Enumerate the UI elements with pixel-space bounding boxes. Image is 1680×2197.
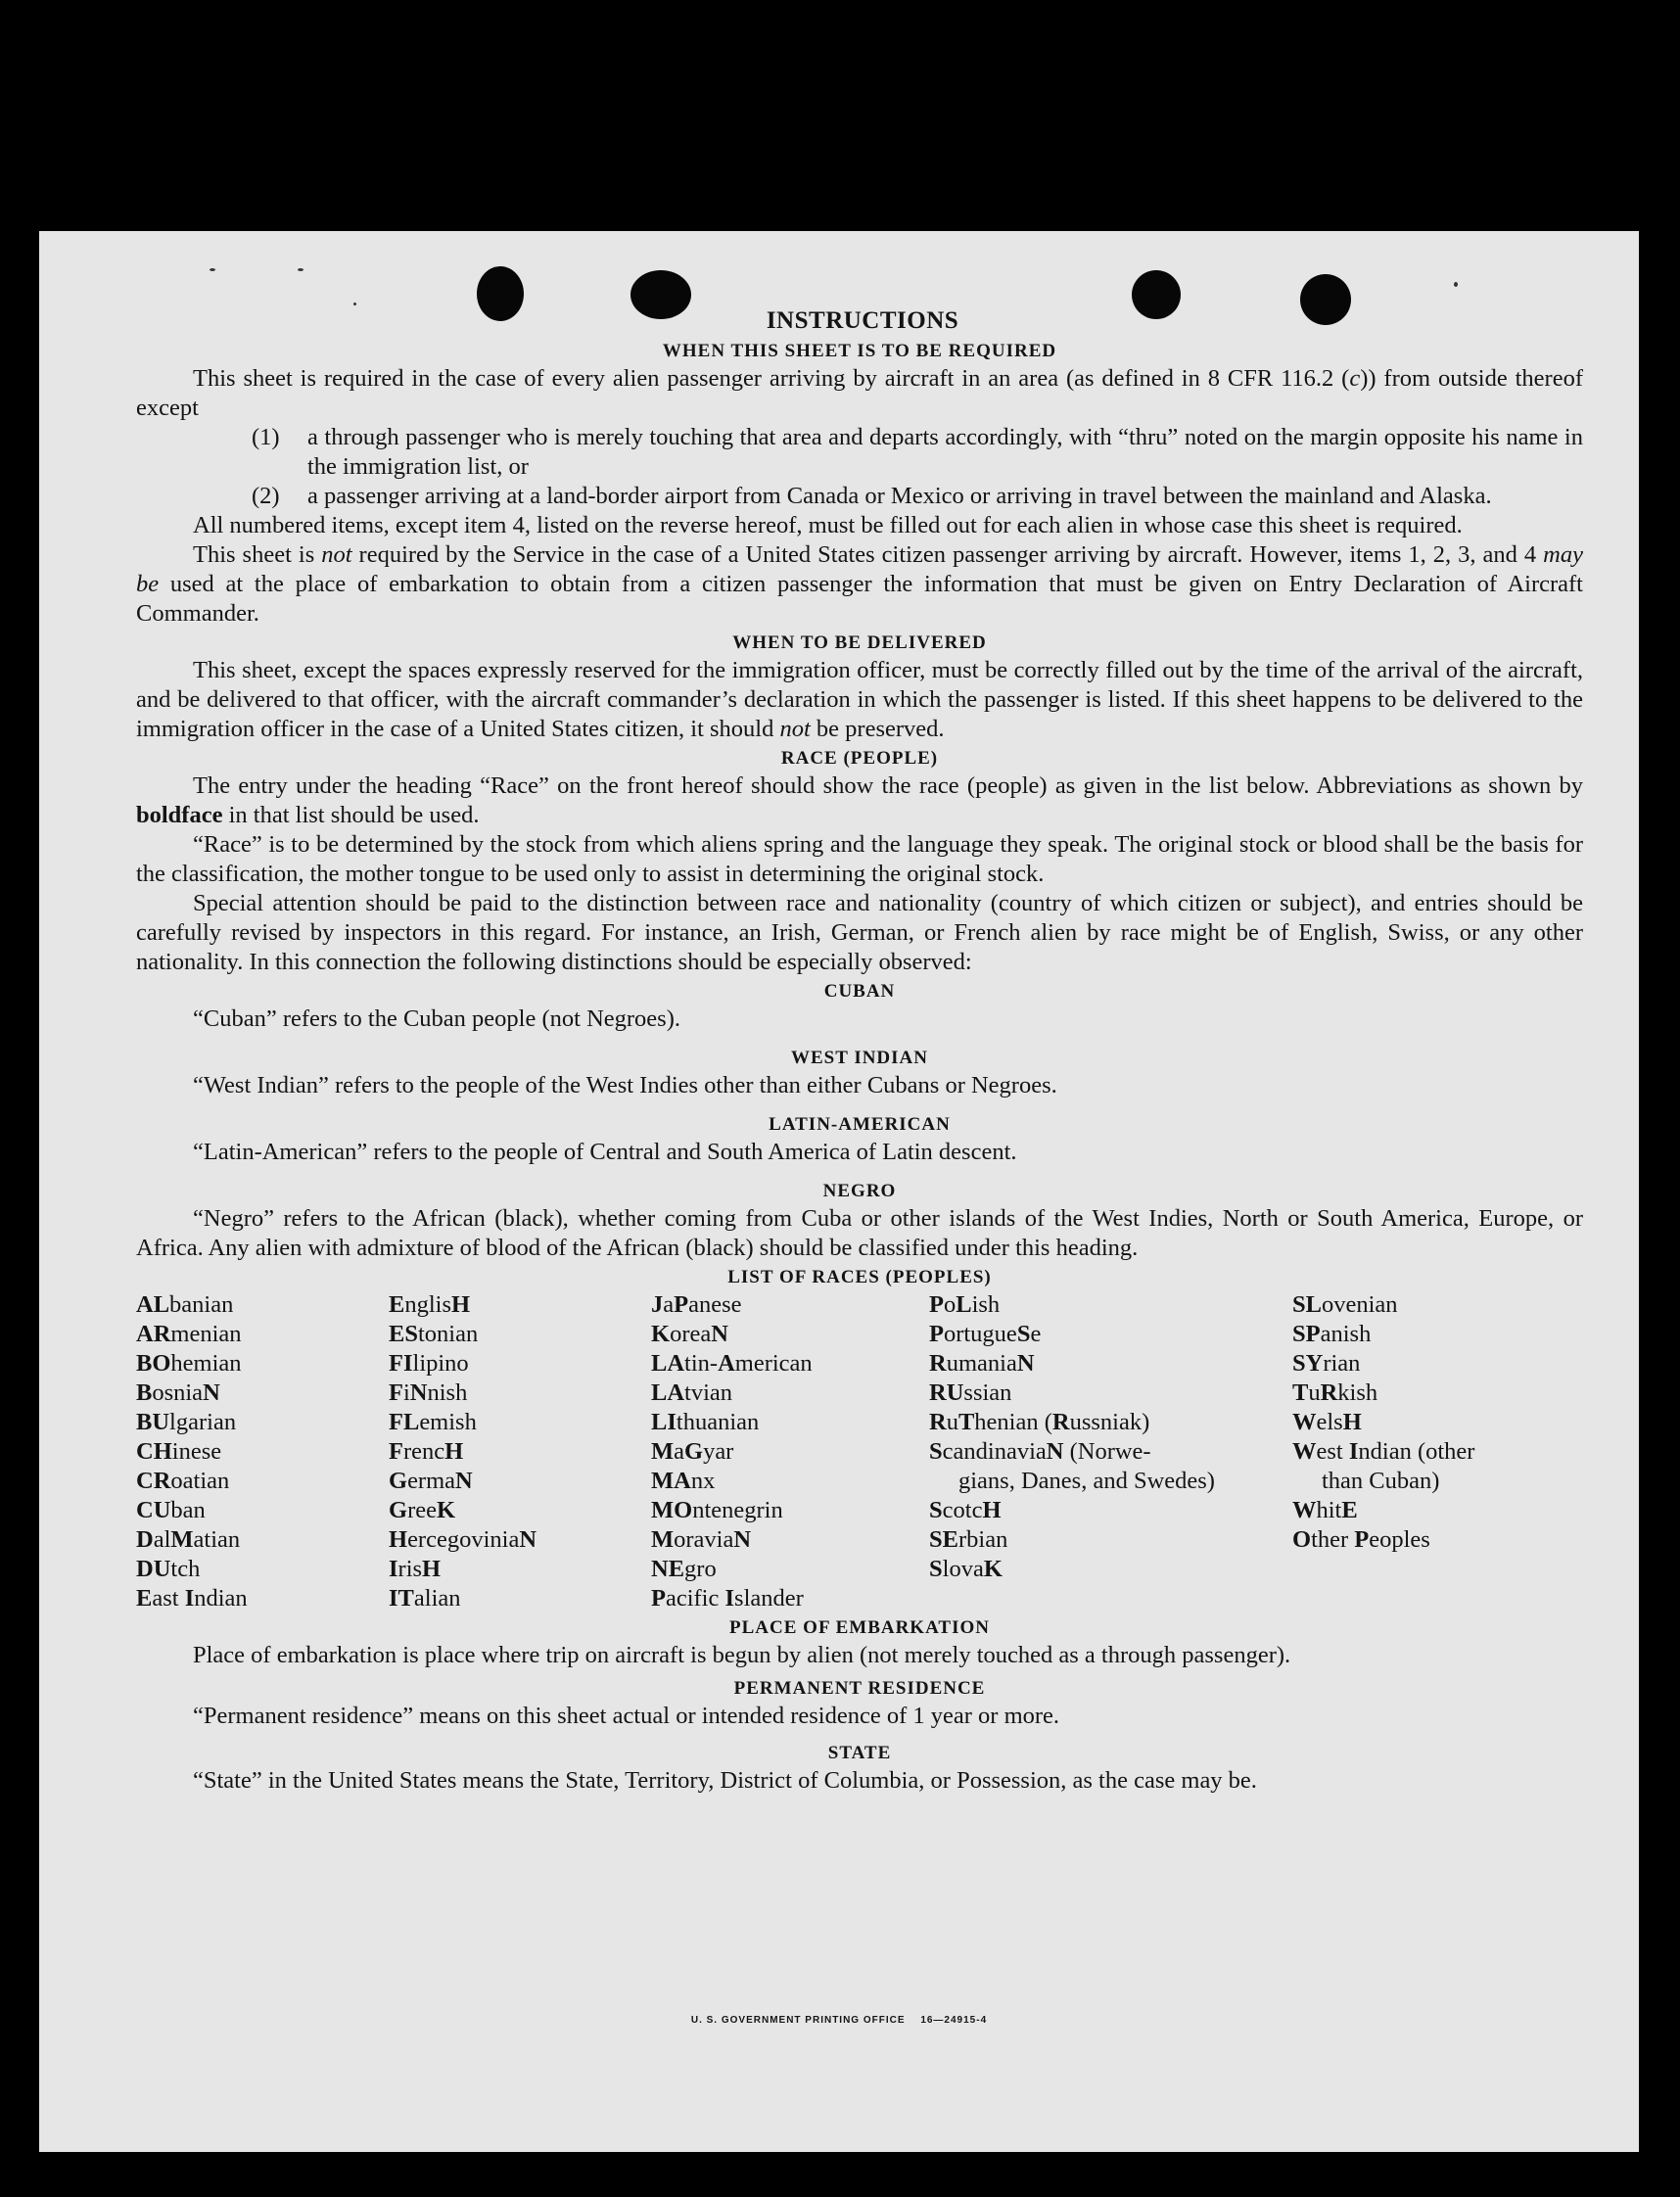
race-item: SYrian [1292, 1350, 1361, 1377]
paragraph: “Permanent residence” means on this sheet actual or intended residence of 1 year or more. [193, 1703, 1060, 1729]
race-item: BOhemian [136, 1350, 242, 1377]
printing-office-footer [39, 2015, 1639, 2026]
race-item: GreeK [389, 1497, 456, 1523]
race-item: LAtvian [651, 1379, 733, 1406]
speck [298, 268, 303, 271]
page-title: INSTRUCTIONS [766, 307, 959, 334]
race-item: TuRkish [1292, 1379, 1378, 1406]
race-item: EStonian [389, 1321, 479, 1347]
paragraph: “Cuban” refers to the Cuban people (not Negroes). [193, 1005, 680, 1032]
race-item: SErbian [929, 1526, 1008, 1553]
numbered-item [252, 423, 1583, 482]
race-item: SPanish [1292, 1321, 1372, 1347]
race-item: SLovenian [1292, 1291, 1398, 1318]
race-item: East Indian [136, 1585, 248, 1612]
paragraph: All numbered items, except item 4, listed on the reverse hereof, must be filled out for each alien in whose case this sheet is required. [193, 512, 1463, 538]
paragraph: This sheet is not required by the Service in the case of a United States citizen passenger arriving by aircraft. However, items 1, 2, 3, and 4 may be used at the place of embarkation to obtain from a citizen passenger the information that must be given on Entry Declaration of Aircraft Commander. [136, 541, 1583, 627]
race-item: ALbanian [136, 1291, 234, 1318]
race-item: SlovaK [929, 1556, 1003, 1582]
form-code: 16—24915-4 [920, 2015, 988, 2026]
section-heading: LATIN-AMERICAN [769, 1114, 951, 1135]
paragraph: Special attention should be paid to the distinction between race and nationality (country of which citizen or subject), and entries should be carefully revised by inspectors in this regard. For instance, an Irish, German, or French alien by race might be of English, Swiss, or any other nationality. In this connection the following distinctions should be especially observed: [136, 890, 1583, 975]
item-number: (1) [252, 424, 280, 450]
section-heading: LIST OF RACES (PEOPLES) [727, 1267, 992, 1287]
race-item: FrencH [389, 1438, 464, 1465]
paragraph: This sheet is required in the case of every alien passenger arriving by aircraft in an area (as defined in 8 CFR 116.2 (c)) from outside thereof except [136, 365, 1583, 421]
race-column [389, 1290, 651, 1613]
paragraph: The entry under the heading “Race” on the front hereof should show the race (people) as given in the list below. Abbreviations as shown by boldface in that list should be used. [136, 772, 1583, 828]
race-item: FLemish [389, 1409, 477, 1435]
race-item: LIthuanian [651, 1409, 760, 1435]
race-item: JaPanese [651, 1291, 742, 1318]
race-item: CHinese [136, 1438, 222, 1465]
race-item: WhitE [1292, 1497, 1358, 1523]
document-page [39, 231, 1639, 2152]
paragraph: “Race” is to be determined by the stock from which aliens spring and the language they speak. The original stock or blood shall be the basis for the classification, the mother tongue to be used only to assist in determining the original stock. [136, 831, 1583, 887]
section-heading: WEST INDIAN [791, 1048, 928, 1068]
race-column [136, 1290, 389, 1613]
race-item: BUlgarian [136, 1409, 237, 1435]
race-item: FiNnish [389, 1379, 468, 1406]
race-item: ITalian [389, 1585, 461, 1612]
race-item: HercegoviniaN [389, 1526, 537, 1553]
race-item: DUtch [136, 1556, 201, 1582]
item-text: a through passenger who is merely touching that area and departs accordingly, with “thru” noted on the margin opposite his name in the immigration list, or [307, 424, 1583, 480]
race-item: ScandinaviaN (Norwe- gians, Danes, and Swedes) [929, 1438, 1215, 1494]
section-heading: STATE [827, 1743, 892, 1763]
race-item: LAtin-American [651, 1350, 813, 1377]
race-item: CUban [136, 1497, 206, 1523]
race-column [1292, 1290, 1583, 1613]
race-item: Other Peoples [1292, 1526, 1430, 1553]
section-heading: CUBAN [823, 981, 896, 1002]
race-item: PoLish [929, 1291, 1001, 1318]
printing-office: U. S. GOVERNMENT PRINTING OFFICE [690, 2015, 906, 2026]
race-item: ARmenian [136, 1321, 242, 1347]
race-item: RUssian [929, 1379, 1012, 1406]
race-item: IrisH [389, 1556, 442, 1582]
section-heading: RACE (PEOPLE) [780, 748, 939, 769]
race-item: FIlipino [389, 1350, 469, 1377]
race-item: CRoatian [136, 1468, 230, 1494]
race-item: DalMatian [136, 1526, 241, 1553]
race-item: WelsH [1292, 1409, 1362, 1435]
paragraph: “State” in the United States means the State, Territory, District of Columbia, or Possession, as the case may be. [193, 1767, 1257, 1794]
race-item: EnglisH [389, 1291, 471, 1318]
race-item: West Indian (other than Cuban) [1292, 1438, 1475, 1494]
section-heading: PLACE OF EMBARKATION [729, 1617, 990, 1638]
section-heading: WHEN TO BE DELIVERED [732, 632, 987, 653]
item-number: (2) [252, 483, 280, 509]
race-item: RumaniaN [929, 1350, 1035, 1377]
race-item: Pacific Islander [651, 1585, 804, 1612]
race-item: RuThenian (Russniak) [929, 1409, 1150, 1435]
race-list [136, 1290, 1583, 1613]
section-heading: WHEN THIS SHEET IS TO BE REQUIRED [662, 341, 1057, 361]
race-item: MaGyar [651, 1438, 734, 1465]
section-heading: NEGRO [822, 1181, 897, 1201]
race-item: ScotcH [929, 1497, 1002, 1523]
race-column [651, 1290, 929, 1613]
race-column [929, 1290, 1292, 1613]
race-item: KoreaN [651, 1321, 728, 1347]
race-item: GermaN [389, 1468, 473, 1494]
race-item: MOntenegrin [651, 1497, 783, 1523]
paragraph: “West Indian” refers to the people of the West Indies other than either Cubans or Negroes. [193, 1072, 1057, 1098]
paragraph: Place of embarkation is place where trip on aircraft is begun by alien (not merely touched as a through passenger). [193, 1642, 1291, 1668]
race-item: BosniaN [136, 1379, 220, 1406]
paragraph: “Negro” refers to the African (black), whether coming from Cuba or other islands of the West Indies, North or South America, Europe, or Africa. Any alien with admixture of blood of the African (black) should be classified under this heading. [136, 1205, 1583, 1261]
paragraph: “Latin-American” refers to the people of Central and South America of Latin descent. [193, 1139, 1017, 1165]
item-text: a passenger arriving at a land-border airport from Canada or Mexico or arriving in travel between the mainland and Alaska. [307, 483, 1492, 509]
race-item: MAnx [651, 1468, 716, 1494]
paragraph: This sheet, except the spaces expressly reserved for the immigration officer, must be correctly filled out by the time of the arrival of the aircraft, and be delivered to that officer, with the aircraft commander’s declaration in which the passenger is listed. If this sheet happens to be delivered to the immigration officer in the case of a United States citizen, it should not be preserved. [136, 657, 1583, 742]
section-heading: PERMANENT RESIDENCE [733, 1678, 986, 1699]
race-item: PortugueSe [929, 1321, 1042, 1347]
numbered-item [252, 482, 1583, 511]
speck [1454, 282, 1458, 287]
race-item: NEgro [651, 1556, 717, 1582]
speck [210, 268, 215, 271]
instructions-content [136, 305, 1583, 1796]
race-item: MoraviaN [651, 1526, 752, 1553]
